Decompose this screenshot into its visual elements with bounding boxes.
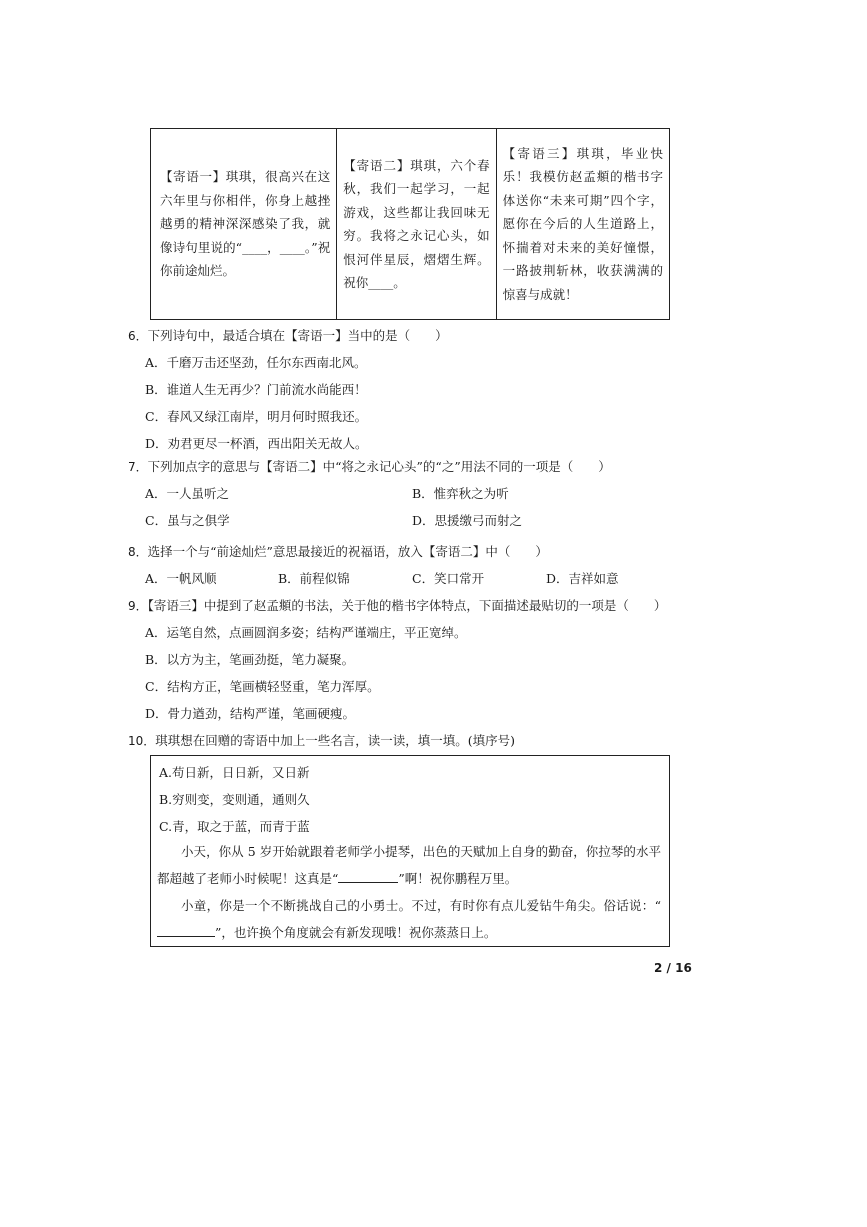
message-3-tag: 【寄语三】	[502, 145, 577, 161]
question-9-number: 9．	[128, 599, 148, 613]
message-3-text: 琪琪，毕业快乐！我模仿赵孟頫的楷书字体送你“未来可期”四个字，愿你在今后的人生道路上，怀揣着对未来的美好憧憬，一路披荆斩林，收获满满的惊喜与成就！	[502, 145, 663, 302]
question-8	[128, 542, 548, 562]
question-6	[128, 326, 448, 346]
paragraph-xiaotong	[157, 892, 661, 946]
question-7	[128, 457, 611, 477]
question-9	[128, 596, 666, 616]
quote-a: A.苟日新，日日新，又日新	[159, 765, 310, 780]
question-8-option-b: B．前程似锦	[278, 571, 350, 586]
question-7-number: 7．	[128, 460, 148, 474]
question-10-number: 10．	[128, 734, 156, 748]
question-6-stem: 下列诗句中，最适合填在【寄语一】当中的是（ ）	[147, 328, 448, 343]
message-2-text: 琪琪，六个春秋，我们一起学习，一起游戏，这些都让我回味无穷。我将之永记心头，如恨河伴星辰，熠熠生辉。祝你____。	[343, 157, 490, 290]
message-cell-3	[496, 129, 669, 319]
question-7-stem: 下列加点字的意思与【寄语二】中“将之永记心头”的“之”用法不同的一项是（ ）	[147, 459, 611, 474]
question-8-number: 8．	[128, 545, 148, 559]
question-9-option-c: C．结构方正，笔画横轻竖重，笔力浑厚。	[145, 679, 380, 694]
question-10-stem: 琪琪想在回赠的寄语中加上一些名言，读一读，填一填。(填序号)	[155, 733, 516, 748]
question-10	[128, 731, 515, 751]
quote-c: C.青，取之于蓝，而青于蓝	[159, 819, 310, 834]
message-cell-1	[151, 129, 336, 319]
paragraph-xiaotong-text-2: ”，也许换个角度就会有新发现哦！祝你蒸蒸日上。	[215, 925, 497, 940]
question-6-number: 6．	[128, 329, 148, 343]
quotes-box	[150, 755, 670, 947]
question-8-option-c: C．笑口常开	[412, 571, 485, 586]
question-8-option-d: D．吉祥如意	[546, 571, 619, 586]
question-7-option-b: B．惟弈秋之为听	[412, 486, 509, 501]
question-9-option-b: B．以方为主，笔画劲挺，笔力凝聚。	[145, 652, 355, 667]
question-9-stem: 【寄语三】中提到了赵孟頫的书法，关于他的楷书字体特点，下面描述最贴切的一项是（ ）	[147, 598, 667, 613]
question-7-option-c: C．虽与之俱学	[145, 513, 230, 528]
answer-blank-2[interactable]	[157, 936, 215, 937]
message-1-tag: 【寄语一】	[160, 169, 226, 185]
message-2-tag: 【寄语二】	[343, 157, 411, 173]
question-7-option-a: A．一人虽听之	[145, 486, 230, 501]
question-6-option-a: A．千磨万击还坚劲，任尔东西南北风。	[145, 355, 367, 370]
paragraph-xiaotong-text-1: 小童，你是一个不断挑战自己的小勇士。不过，有时你有点儿爱钻牛角尖。俗话说：“	[181, 898, 661, 913]
page-number: 2 / 16	[654, 961, 692, 975]
question-9-option-a: A．运笔自然，点画圆润多姿；结构严谨端庄，平正宽绰。	[145, 625, 467, 640]
paragraph-xiaotian-text-2: ”啊！祝你鹏程万里。	[398, 871, 518, 886]
answer-blank-1[interactable]	[338, 882, 398, 883]
question-6-option-b: B．谁道人生无再少？门前流水尚能西！	[145, 382, 367, 397]
quote-b: B.穷则变，变则通，通则久	[159, 792, 310, 807]
messages-table	[150, 128, 670, 320]
message-1-text: 琪琪，很高兴在这六年里与你相伴，你身上越挫越勇的精神深深感染了我，就像诗句里说的“____，____。”祝你前途灿烂。	[160, 169, 331, 279]
question-6-option-d: D．劝君更尽一杯酒，西出阳关无故人。	[145, 436, 368, 451]
question-8-option-a: A．一帆风顺	[145, 571, 217, 586]
question-6-option-c: C．春风又绿江南岸，明月何时照我还。	[145, 409, 368, 424]
question-9-option-d: D．骨力遒劲，结构严谨，笔画硬瘦。	[145, 706, 356, 721]
paragraph-xiaotian	[157, 838, 661, 892]
message-cell-2	[336, 129, 495, 319]
paragraph-xiaotian-text-1: 小天，你从 5 岁开始就跟着老师学小提琴，出色的天赋加上自身的勤奋，你拉琴的水平都超越了老师小时候呢！这真是“	[157, 844, 661, 886]
question-7-option-d: D．思援缴弓而射之	[412, 513, 523, 528]
question-8-stem: 选择一个与“前途灿烂”意思最接近的祝福语，放入【寄语二】中（ ）	[147, 544, 548, 559]
